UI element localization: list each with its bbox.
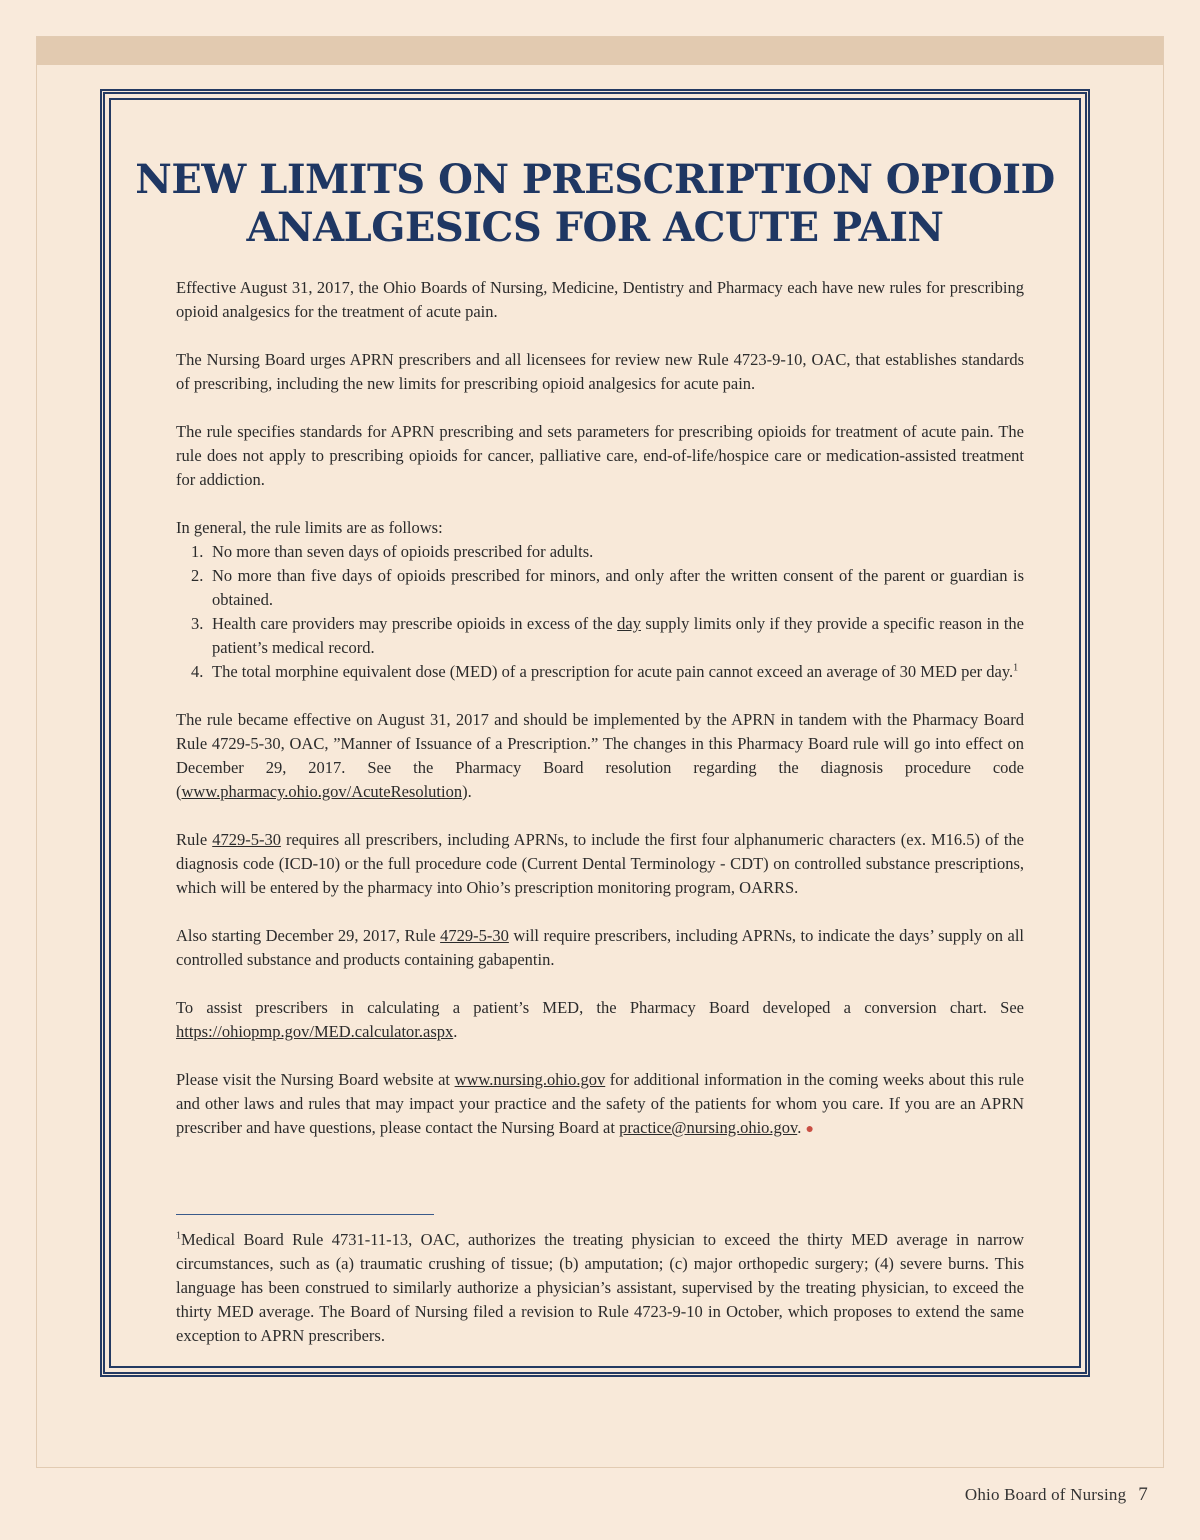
paragraph-text-end: .: [797, 1118, 802, 1137]
paragraph-text: Rule: [176, 830, 213, 849]
top-decorative-band: [37, 37, 1163, 65]
list-intro: In general, the rule limits are as follows:: [176, 518, 443, 537]
paragraph-text-end: ).: [462, 782, 472, 801]
rule-4729-5-30-link[interactable]: 4729-5-30: [212, 830, 281, 849]
list-item-text-cont: supply limits only if they provide a specific reason in the patient’s medical record.: [212, 614, 1024, 657]
paragraph-text: The rule became effective on August 31, 2017 and should be implemented by the APRN in tandem with the Pharmacy Board Rule 4729-5-30, OAC, ”Manner of Issuance of a Prescription.” The changes in this Pharmacy Board rule will go into effect on December 29, 2017. See the Pharmacy Board resolution regarding the diagnosis procedure code (: [176, 710, 1024, 801]
med-calculator-link[interactable]: https://ohiopmp.gov/MED.calculator.aspx: [176, 1022, 454, 1041]
footnote-divider: [176, 1214, 434, 1215]
page-footer: [965, 1484, 1148, 1506]
article-body: [176, 276, 1024, 1166]
list-item: [176, 612, 1024, 660]
acute-resolution-link[interactable]: www.pharmacy.ohio.gov/AcuteResolution: [181, 782, 463, 801]
paragraph-text: To assist prescribers in calculating a patient’s MED, the Pharmacy Board developed a conversion chart. See: [176, 998, 1024, 1017]
article-panel: [109, 98, 1081, 1368]
publication-name: Ohio Board of Nursing: [964, 1485, 1127, 1504]
list-item-text: Health care providers may prescribe opioids in excess of the: [212, 614, 618, 633]
list-number: 1.: [191, 542, 204, 561]
article-border: [100, 89, 1090, 1377]
list-item-text: The total morphine equivalent dose (MED) of a prescription for acute pain cannot exceed an average of 30 MED per day.: [212, 662, 1014, 681]
practice-email-link[interactable]: practice@nursing.ohio.gov: [619, 1118, 798, 1137]
paragraph-text: Please visit the Nursing Board website at: [176, 1070, 455, 1089]
nursing-board-website-link[interactable]: www.nursing.ohio.gov: [454, 1070, 606, 1089]
paragraph-text-cont: will require prescribers, including APRNs, to indicate the days’ supply on all controlled substance and products containing gabapentin.: [176, 926, 1024, 969]
paragraph-med-calculator: [176, 996, 1024, 1044]
list-item: [176, 660, 1024, 684]
footnote-number: 1: [176, 1230, 181, 1242]
list-item: [176, 564, 1024, 612]
list-number: 2.: [191, 566, 204, 585]
title-line-2: ANALGESICS FOR ACUTE PAIN: [246, 204, 944, 251]
paragraph-nursing-board: The Nursing Board urges APRN prescribers and all licensees for review new Rule 4723-9-10, OAC, that establishes standards of prescribing, including the new limits for prescribing opioid analgesics for acute pain.: [176, 350, 1024, 393]
paragraph-text-end: .: [453, 1022, 458, 1041]
footnote-reference[interactable]: 1: [1013, 662, 1019, 674]
list-number: 4.: [191, 662, 204, 681]
paragraph-intro: Effective August 31, 2017, the Ohio Boards of Nursing, Medicine, Dentistry and Pharmacy each have new rules for prescribing opioid analgesics for the treatment of acute pain.: [176, 278, 1024, 321]
footnote-text: Medical Board Rule 4731-11-13, OAC, authorizes the treating physician to exceed the thirty MED average in narrow circumstances, such as (a) traumatic crushing of tissue; (b) amputation; (c) major orthopedic surgery; (4) severe burns. This language has been construed to similarly authorize a physician’s assistant, supervised by the treating physician, to exceed the thirty MED average. The Board of Nursing filed a revision to Rule 4723-9-10 in October, which proposes to extend the same exception to APRN prescribers.: [176, 1230, 1024, 1345]
article-title: [111, 156, 1079, 252]
list-number: 3.: [191, 614, 204, 633]
title-line-1: NEW LIMITS ON PRESCRIPTION OPIOID: [135, 156, 1055, 203]
paragraph-text: Also starting December 29, 2017, Rule: [176, 926, 441, 945]
paragraph-text-cont: for additional information in the coming weeks about this rule and other laws and rules that may impact your practice and the safety of the patients for whom you care. If you are an APRN prescriber and have questions, please contact the Nursing Board at: [176, 1070, 1024, 1137]
list-item-text: No more than seven days of opioids prescribed for adults.: [212, 542, 594, 561]
rule-4729-5-30-link[interactable]: 4729-5-30: [440, 926, 509, 945]
end-of-article-icon: ●: [805, 1122, 814, 1137]
paragraph-text-cont: requires all prescribers, including APRNs, to include the first four alphanumeric characters (ex. M16.5) of the diagnosis code (ICD-10) or the full procedure code (Current Dental Terminology - CDT) on controlled substance prescriptions, which will be entered by the pharmacy into Ohio’s prescription monitoring program, OARRS.: [176, 830, 1024, 897]
page-number: 7: [1138, 1484, 1148, 1505]
rule-limits-list: [176, 540, 1024, 684]
list-item: [176, 540, 1024, 564]
day-underlined-term: day: [617, 614, 641, 633]
footnote: [176, 1228, 1024, 1348]
paragraph-effective-date: [176, 708, 1024, 804]
paragraph-contact: [176, 1068, 1024, 1142]
list-item-text: No more than five days of opioids prescribed for minors, and only after the written consent of the parent or guardian is obtained.: [212, 566, 1024, 609]
paragraph-rule-scope: The rule specifies standards for APRN prescribing and sets parameters for prescribing opioids for treatment of acute pain. The rule does not apply to prescribing opioids for cancer, palliative care, end-of-life/hospice care or medication-assisted treatment for addiction.: [176, 422, 1024, 489]
paragraph-days-supply: [176, 924, 1024, 972]
paragraph-diagnosis-code: [176, 828, 1024, 900]
